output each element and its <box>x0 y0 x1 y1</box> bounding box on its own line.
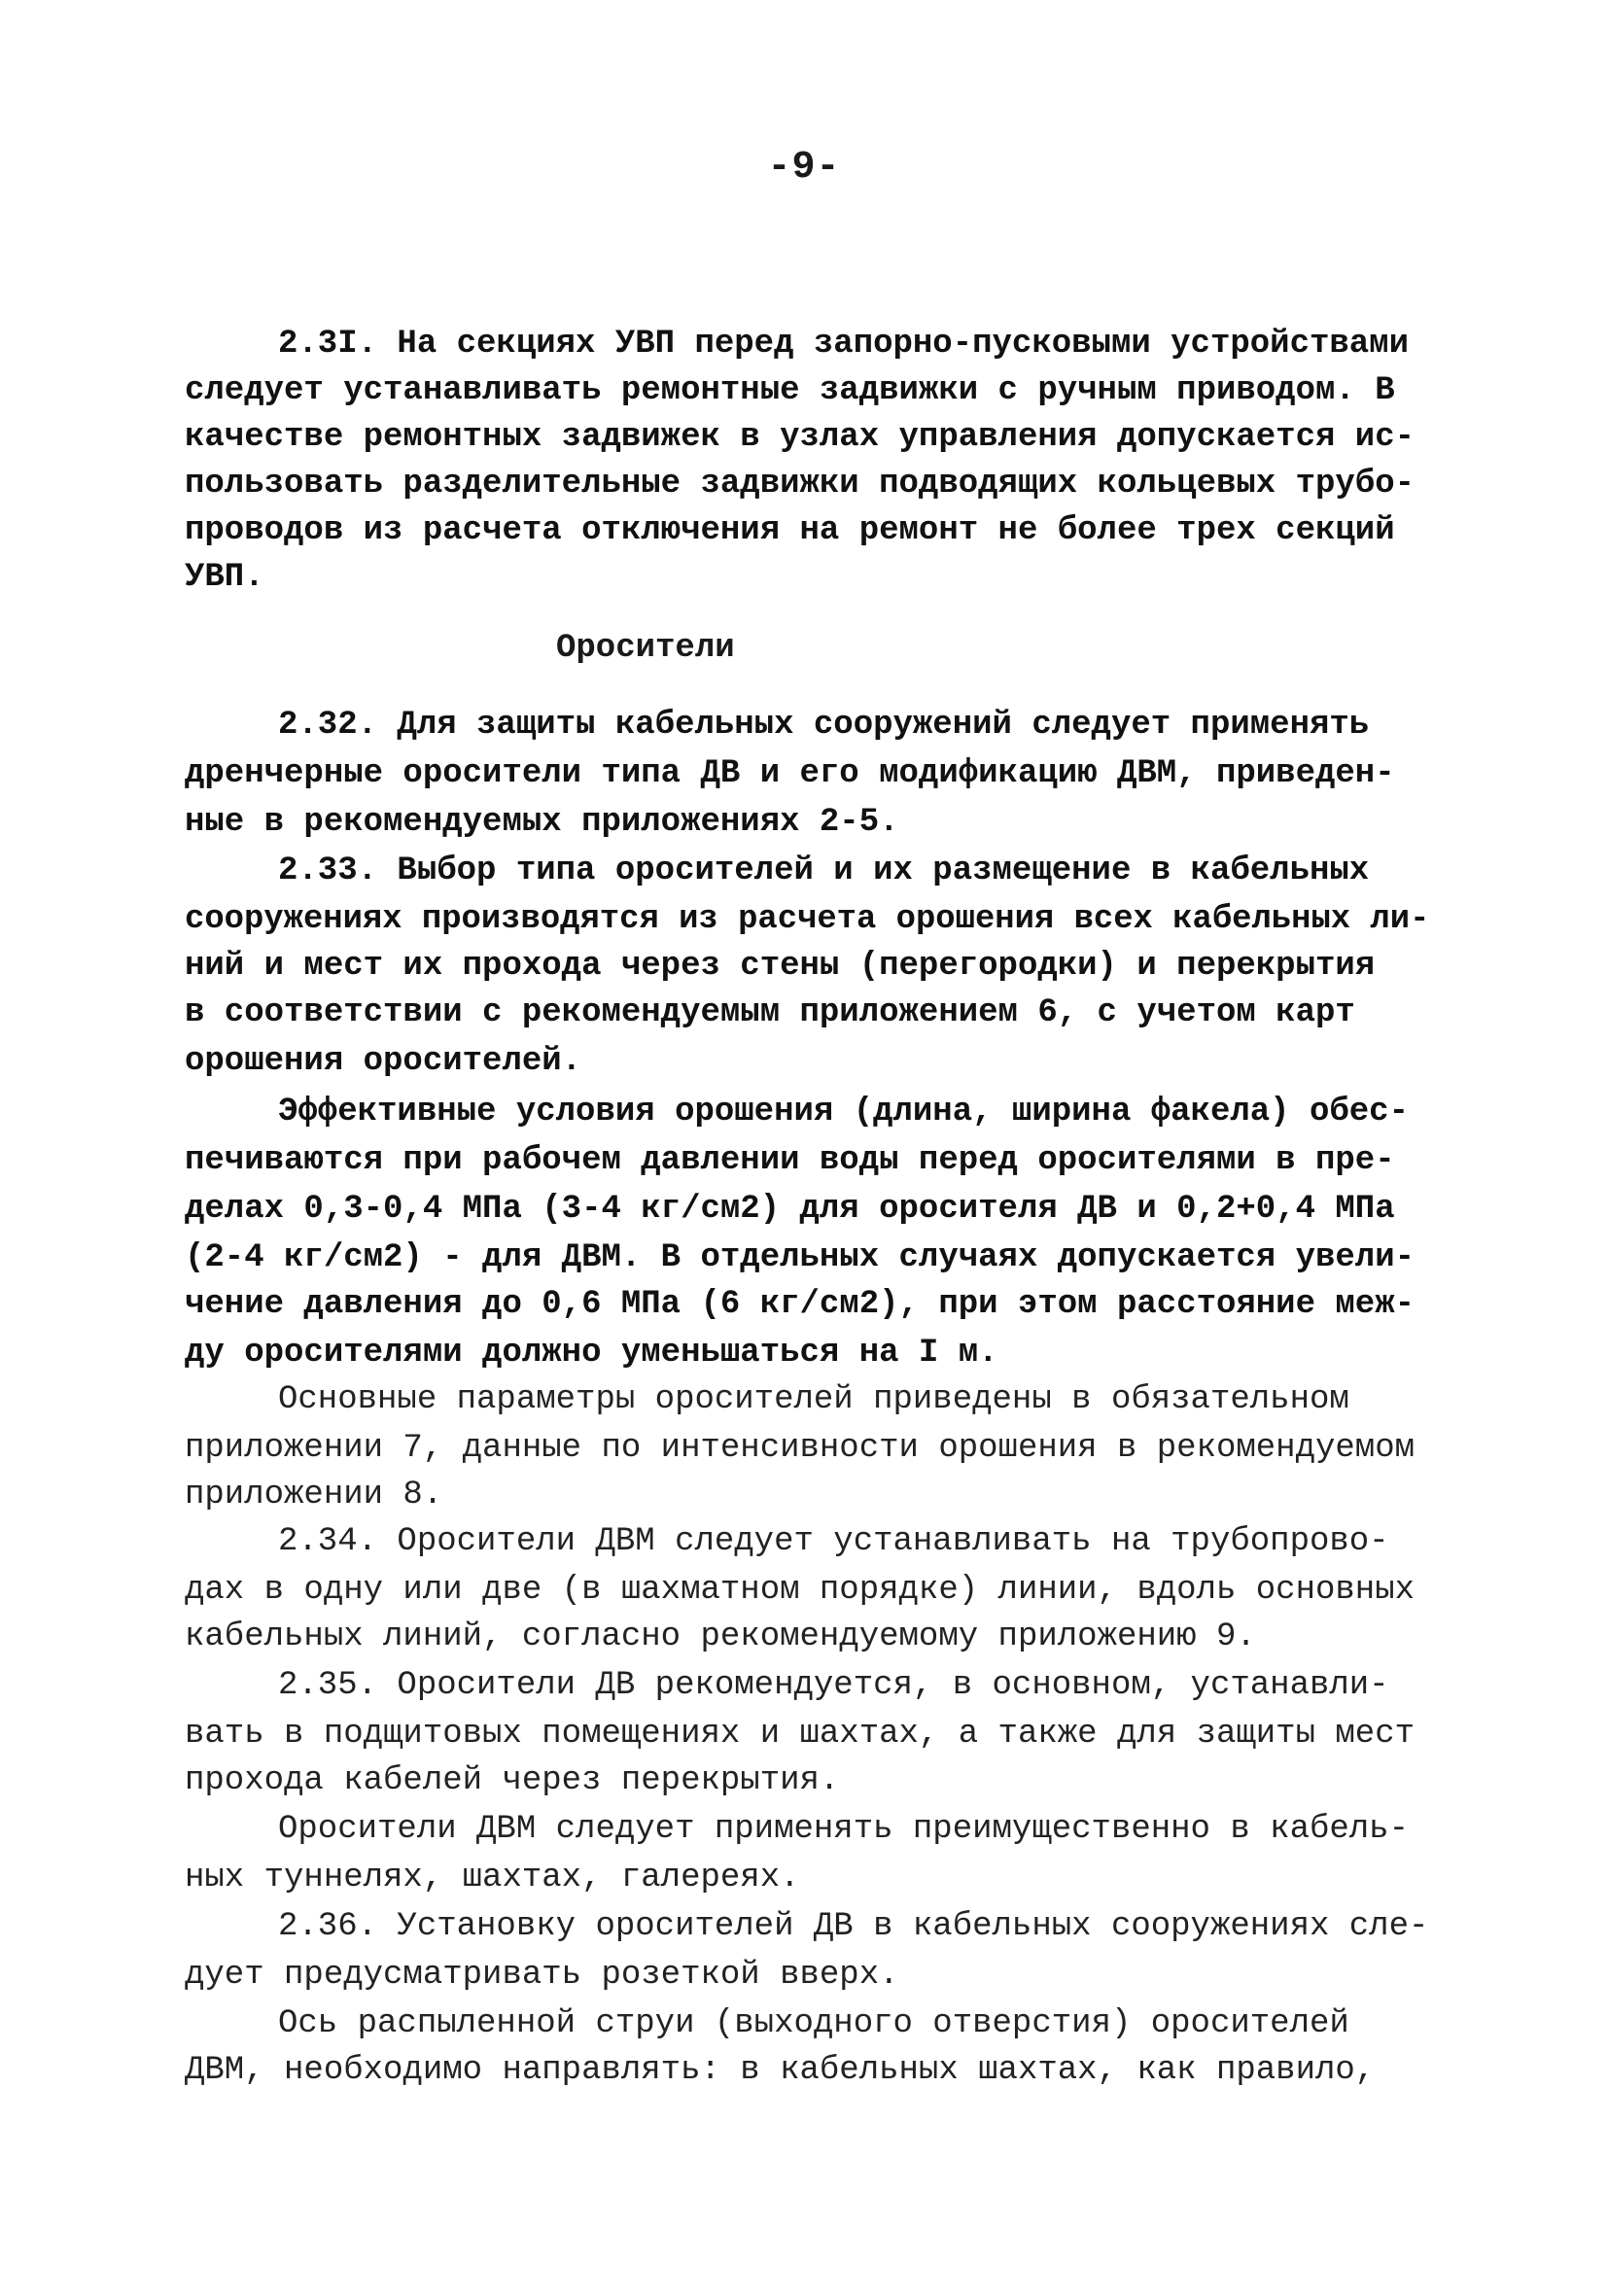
text-line: прохода кабелей через перекрытия. <box>185 1762 840 1799</box>
text-line: ные в рекомендуемых приложениях 2-5. <box>185 804 899 841</box>
text-line: пользовать разделительные задвижки подводящих кольцевых трубо- <box>185 466 1416 503</box>
text-line: сооружениях производятся из расчета орошения всех кабельных ли- <box>185 901 1430 938</box>
text-line: приложении 7, данные по интенсивности орошения в рекомендуемом <box>185 1430 1416 1467</box>
text-line: ний и мест их прохода через стены (перегородки) и перекрытия <box>185 948 1376 985</box>
text-line: чение давления до 0,6 МПа (6 кг/см2), при этом расстояние меж- <box>185 1286 1416 1323</box>
text-line: ДВМ, необходимо направлять: в кабельных шахтах, как правило, <box>185 2052 1376 2089</box>
text-line: УВП. <box>185 559 264 596</box>
text-line: дует предусматривать розеткой вверх. <box>185 1957 899 1994</box>
text-line: 2.35. Оросители ДВ рекомендуется, в основном, устанавли- <box>278 1667 1389 1704</box>
text-line: Оросители ДВМ следует применять преимущественно в кабель- <box>278 1811 1409 1848</box>
page-number: -9- <box>767 146 841 190</box>
text-line: дах в одну или две (в шахматном порядке) линии, вдоль основных <box>185 1572 1416 1609</box>
text-line: 2.34. Оросители ДВМ следует устанавливать на трубопрово- <box>278 1523 1389 1560</box>
text-line: кабельных линий, согласно рекомендуемому приложению 9. <box>185 1618 1256 1655</box>
text-line: делах 0,3-0,4 МПа (3-4 кг/см2) для оросителя ДВ и 0,2+0,4 МПа <box>185 1191 1395 1228</box>
text-line: ных туннелях, шахтах, галереях. <box>185 1860 800 1896</box>
text-line: 2.36. Установку оросителей ДВ в кабельных сооружениях сле- <box>278 1908 1429 1945</box>
text-line: Эффективные условия орошения (длина, ширина факела) обес- <box>278 1094 1409 1131</box>
section-heading: Оросители <box>556 630 735 667</box>
text-line: 2.3I. На секциях УВП перед запорно-пусковыми устройствами <box>278 326 1409 363</box>
text-line: проводов из расчета отключения на ремонт не более трех секций <box>185 512 1395 549</box>
text-line: 2.32. Для защиты кабельных сооружений следует применять <box>278 707 1370 744</box>
text-line: дренчерные оросители типа ДВ и его модификацию ДВМ, приведен- <box>185 755 1395 792</box>
text-line: приложении 8. <box>185 1477 443 1513</box>
text-line: Основные параметры оросителей приведены в обязательном <box>278 1381 1349 1418</box>
text-line: Ось распыленной струи (выходного отверстия) оросителей <box>278 2005 1349 2042</box>
text-line: печиваются при рабочем давлении воды перед оросителями в пре- <box>185 1142 1395 1179</box>
text-line: ду оросителями должно уменьшаться на I м. <box>185 1335 998 1372</box>
text-line: вать в подщитовых помещениях и шахтах, а также для защиты мест <box>185 1716 1416 1753</box>
text-line: 2.33. Выбор типа оросителей и их размещение в кабельных <box>278 852 1370 889</box>
text-line: орошения оросителей. <box>185 1043 582 1080</box>
text-line: в соответствии с рекомендуемым приложением 6, с учетом карт <box>185 994 1355 1031</box>
text-line: следует устанавливать ремонтные задвижки с ручным приводом. В <box>185 372 1395 409</box>
text-line: качестве ремонтных задвижек в узлах управления допускается ис- <box>185 419 1416 456</box>
text-line: (2-4 кг/см2) - для ДВМ. В отдельных случаях допускается увели- <box>185 1239 1416 1276</box>
